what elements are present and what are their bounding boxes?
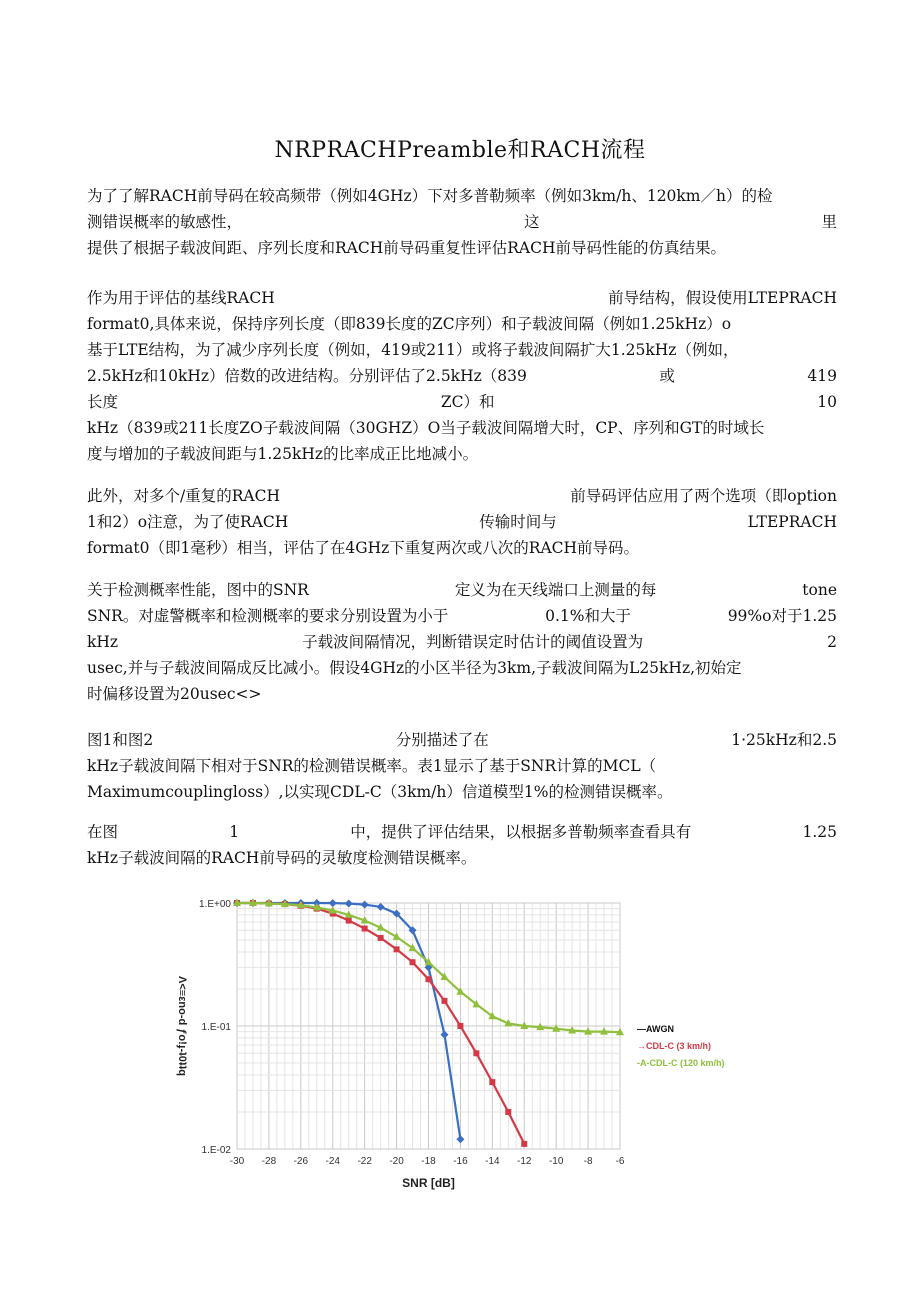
text-segment: 长度 <box>87 393 119 411</box>
data-point <box>362 926 368 932</box>
text-line <box>87 845 837 871</box>
text-line <box>87 681 837 707</box>
legend-entry: -A-CDL-C (120 km/h) <box>637 1058 725 1068</box>
text-line <box>87 779 837 805</box>
page-title: NRPRACHPreamble和RACH流程 <box>274 138 646 163</box>
text-segment: 里 <box>821 213 837 231</box>
text-segment: ZC）和 <box>440 393 495 411</box>
text-segment: 此外，对多个/重复的RACH <box>87 487 280 505</box>
text-segment: format0,具体来说，保持序列长度（即839长度的ZC序列）和子载波间隔（例如1.25kHz）o <box>87 315 732 333</box>
x-tick-label: -26 <box>293 1156 309 1167</box>
text-segment: 419 <box>807 367 837 385</box>
text-line <box>87 655 837 681</box>
y-tick-label: 1.E+00 <box>199 899 231 910</box>
text-segment: 在图 <box>87 823 119 841</box>
x-tick-label: -24 <box>325 1156 340 1167</box>
text-segment: 中，提供了评估结果，以根据多普勒频率查看具有 <box>350 823 692 841</box>
data-point <box>505 1109 511 1115</box>
text-segment: kHz子载波间隔下相对于SNR的检测错误概率。表1显示了基于SNR计算的MCL（ <box>87 757 657 775</box>
y-tick-label: 1.E-02 <box>201 1145 231 1156</box>
x-tick-label: -20 <box>389 1156 404 1167</box>
text-segment: 度与增加的子载波间距与1.25kHz的比率成正比地减小。 <box>87 445 479 463</box>
x-tick-label: -28 <box>261 1156 277 1167</box>
text-segment: format0（即1毫秒）相当，评估了在4GHz下重复两次或八次的RACH前导码。 <box>87 539 640 557</box>
text-segment: 图1和图2 <box>87 731 154 749</box>
text-line <box>87 415 837 441</box>
text-line <box>87 235 837 261</box>
y-axis-label: Λ<≡εno-d ƒo!ɟ-ʇ0ʇʇq <box>176 976 188 1076</box>
data-point <box>346 918 352 924</box>
text-segment: 测错误概率的敏感性， <box>87 213 243 231</box>
text-line <box>87 337 837 363</box>
data-point <box>521 1141 527 1147</box>
x-tick-label: -22 <box>357 1156 372 1167</box>
x-tick-label: -16 <box>453 1156 468 1167</box>
text-segment: 2 <box>827 633 837 651</box>
text-segment: 前导码评估应用了两个选项（即option <box>570 487 837 505</box>
text-line <box>87 753 837 779</box>
paragraph <box>87 727 837 805</box>
text-segment: Maximumcouplingloss）,以实现CDL-C（3km/h）信道模型1%的检测错误概率。 <box>87 783 673 801</box>
text-segment: SNR。对虚警概率和检测概率的要求分别设置为小于 <box>87 607 449 625</box>
text-segment: 提供了根据子载波间距、序列长度和RACH前导码重复性评估RACH前导码性能的仿真结果。 <box>87 239 726 257</box>
legend-entry: →CDL-C (3 km/h) <box>637 1041 711 1051</box>
text-line <box>87 209 837 235</box>
data-point <box>457 1023 463 1029</box>
text-segment: kHz子载波间隔的RACH前导码的灵敏度检测错误概率。 <box>87 849 477 867</box>
detection-error-chart <box>165 885 765 1195</box>
text-segment: 0.1%和大于 <box>545 607 631 625</box>
text-line <box>87 483 837 509</box>
text-line <box>87 535 837 561</box>
text-segment: 1和2）o注意，为了使RACH <box>87 513 289 531</box>
text-segment: 时偏移设置为20usec<> <box>87 685 262 703</box>
text-segment: 基于LTE结构，为了减少序列长度（例如，419或211）或将子载波间隔扩大1.25kHz（例如， <box>87 341 739 359</box>
text-segment: LTEPRACH <box>747 513 837 531</box>
text-segment: 1·25kHz和2.5 <box>731 731 837 749</box>
data-point <box>441 998 447 1004</box>
text-segment: kHz（839或211长度ZO子载波间隔（30GHZ）O当子载波间隔增大时，CP、序列和GT的时域长 <box>87 419 765 437</box>
x-tick-label: -10 <box>548 1156 564 1167</box>
text-line <box>87 311 837 337</box>
x-tick-label: -8 <box>583 1156 593 1167</box>
text-line <box>87 577 837 603</box>
text-line <box>87 389 837 415</box>
text-segment: 子载波间隔情况，判断错误定时估计的阈值设置为 <box>302 633 644 651</box>
data-point <box>473 1050 479 1056</box>
text-segment: 为了了解RACH前导码在较高频带（例如4GHz）下对多普勒频率（例如3km/h、120km／h）的检 <box>87 187 773 205</box>
data-point <box>410 959 416 965</box>
text-segment: 传输时间与 <box>479 513 557 531</box>
data-point <box>394 946 400 952</box>
paragraph <box>87 285 837 467</box>
text-segment: tone <box>802 581 837 599</box>
text-segment: usec,并与子载波间隔成反比减小。假设4GHz的小区半径为3km,子载波间隔为L25kHz,初始定 <box>87 659 742 677</box>
legend-entry: —AWGN <box>637 1024 674 1034</box>
paragraph <box>87 819 837 871</box>
text-line <box>87 285 837 311</box>
text-segment: 前导结构，假设使用LTEPRACH <box>608 289 837 307</box>
paragraph <box>87 577 837 707</box>
x-tick-label: -12 <box>517 1156 532 1167</box>
text-segment: 关于检测概率性能，图中的SNR <box>87 581 309 599</box>
paragraph <box>87 483 837 561</box>
x-tick-label: -14 <box>485 1156 500 1167</box>
text-segment: 99%o对于1.25 <box>727 607 837 625</box>
data-point <box>489 1079 495 1085</box>
text-segment: 2.5kHz和10kHz）倍数的改进结构。分别评估了2.5kHz（839 <box>87 367 527 385</box>
text-segment: 分别描述了在 <box>395 731 489 749</box>
text-segment: 1.25 <box>802 823 837 841</box>
x-tick-label: -30 <box>229 1156 245 1167</box>
text-line <box>87 509 837 535</box>
text-segment: 或 <box>659 367 675 385</box>
text-segment: kHz <box>87 633 119 651</box>
text-segment: 作为用于评估的基线RACH <box>87 289 275 307</box>
text-line <box>87 727 837 753</box>
text-segment: 10 <box>817 393 837 411</box>
text-line <box>87 629 837 655</box>
text-line <box>87 363 837 389</box>
text-segment: 这 <box>523 213 540 231</box>
text-line <box>87 603 837 629</box>
text-line <box>87 819 837 845</box>
data-point <box>426 976 432 982</box>
text-line <box>87 441 837 467</box>
chart-svg <box>165 885 765 1195</box>
text-segment: 定义为在天线端口上测量的每 <box>454 581 657 599</box>
x-tick-label: -6 <box>615 1156 625 1167</box>
x-axis-label: SNR [dB] <box>402 1176 455 1190</box>
text-line <box>87 183 837 209</box>
data-point <box>378 935 384 941</box>
text-segment: 1 <box>229 823 240 841</box>
y-tick-label: 1.E-01 <box>201 1022 231 1033</box>
paragraph <box>87 183 837 261</box>
x-tick-label: -18 <box>421 1156 436 1167</box>
